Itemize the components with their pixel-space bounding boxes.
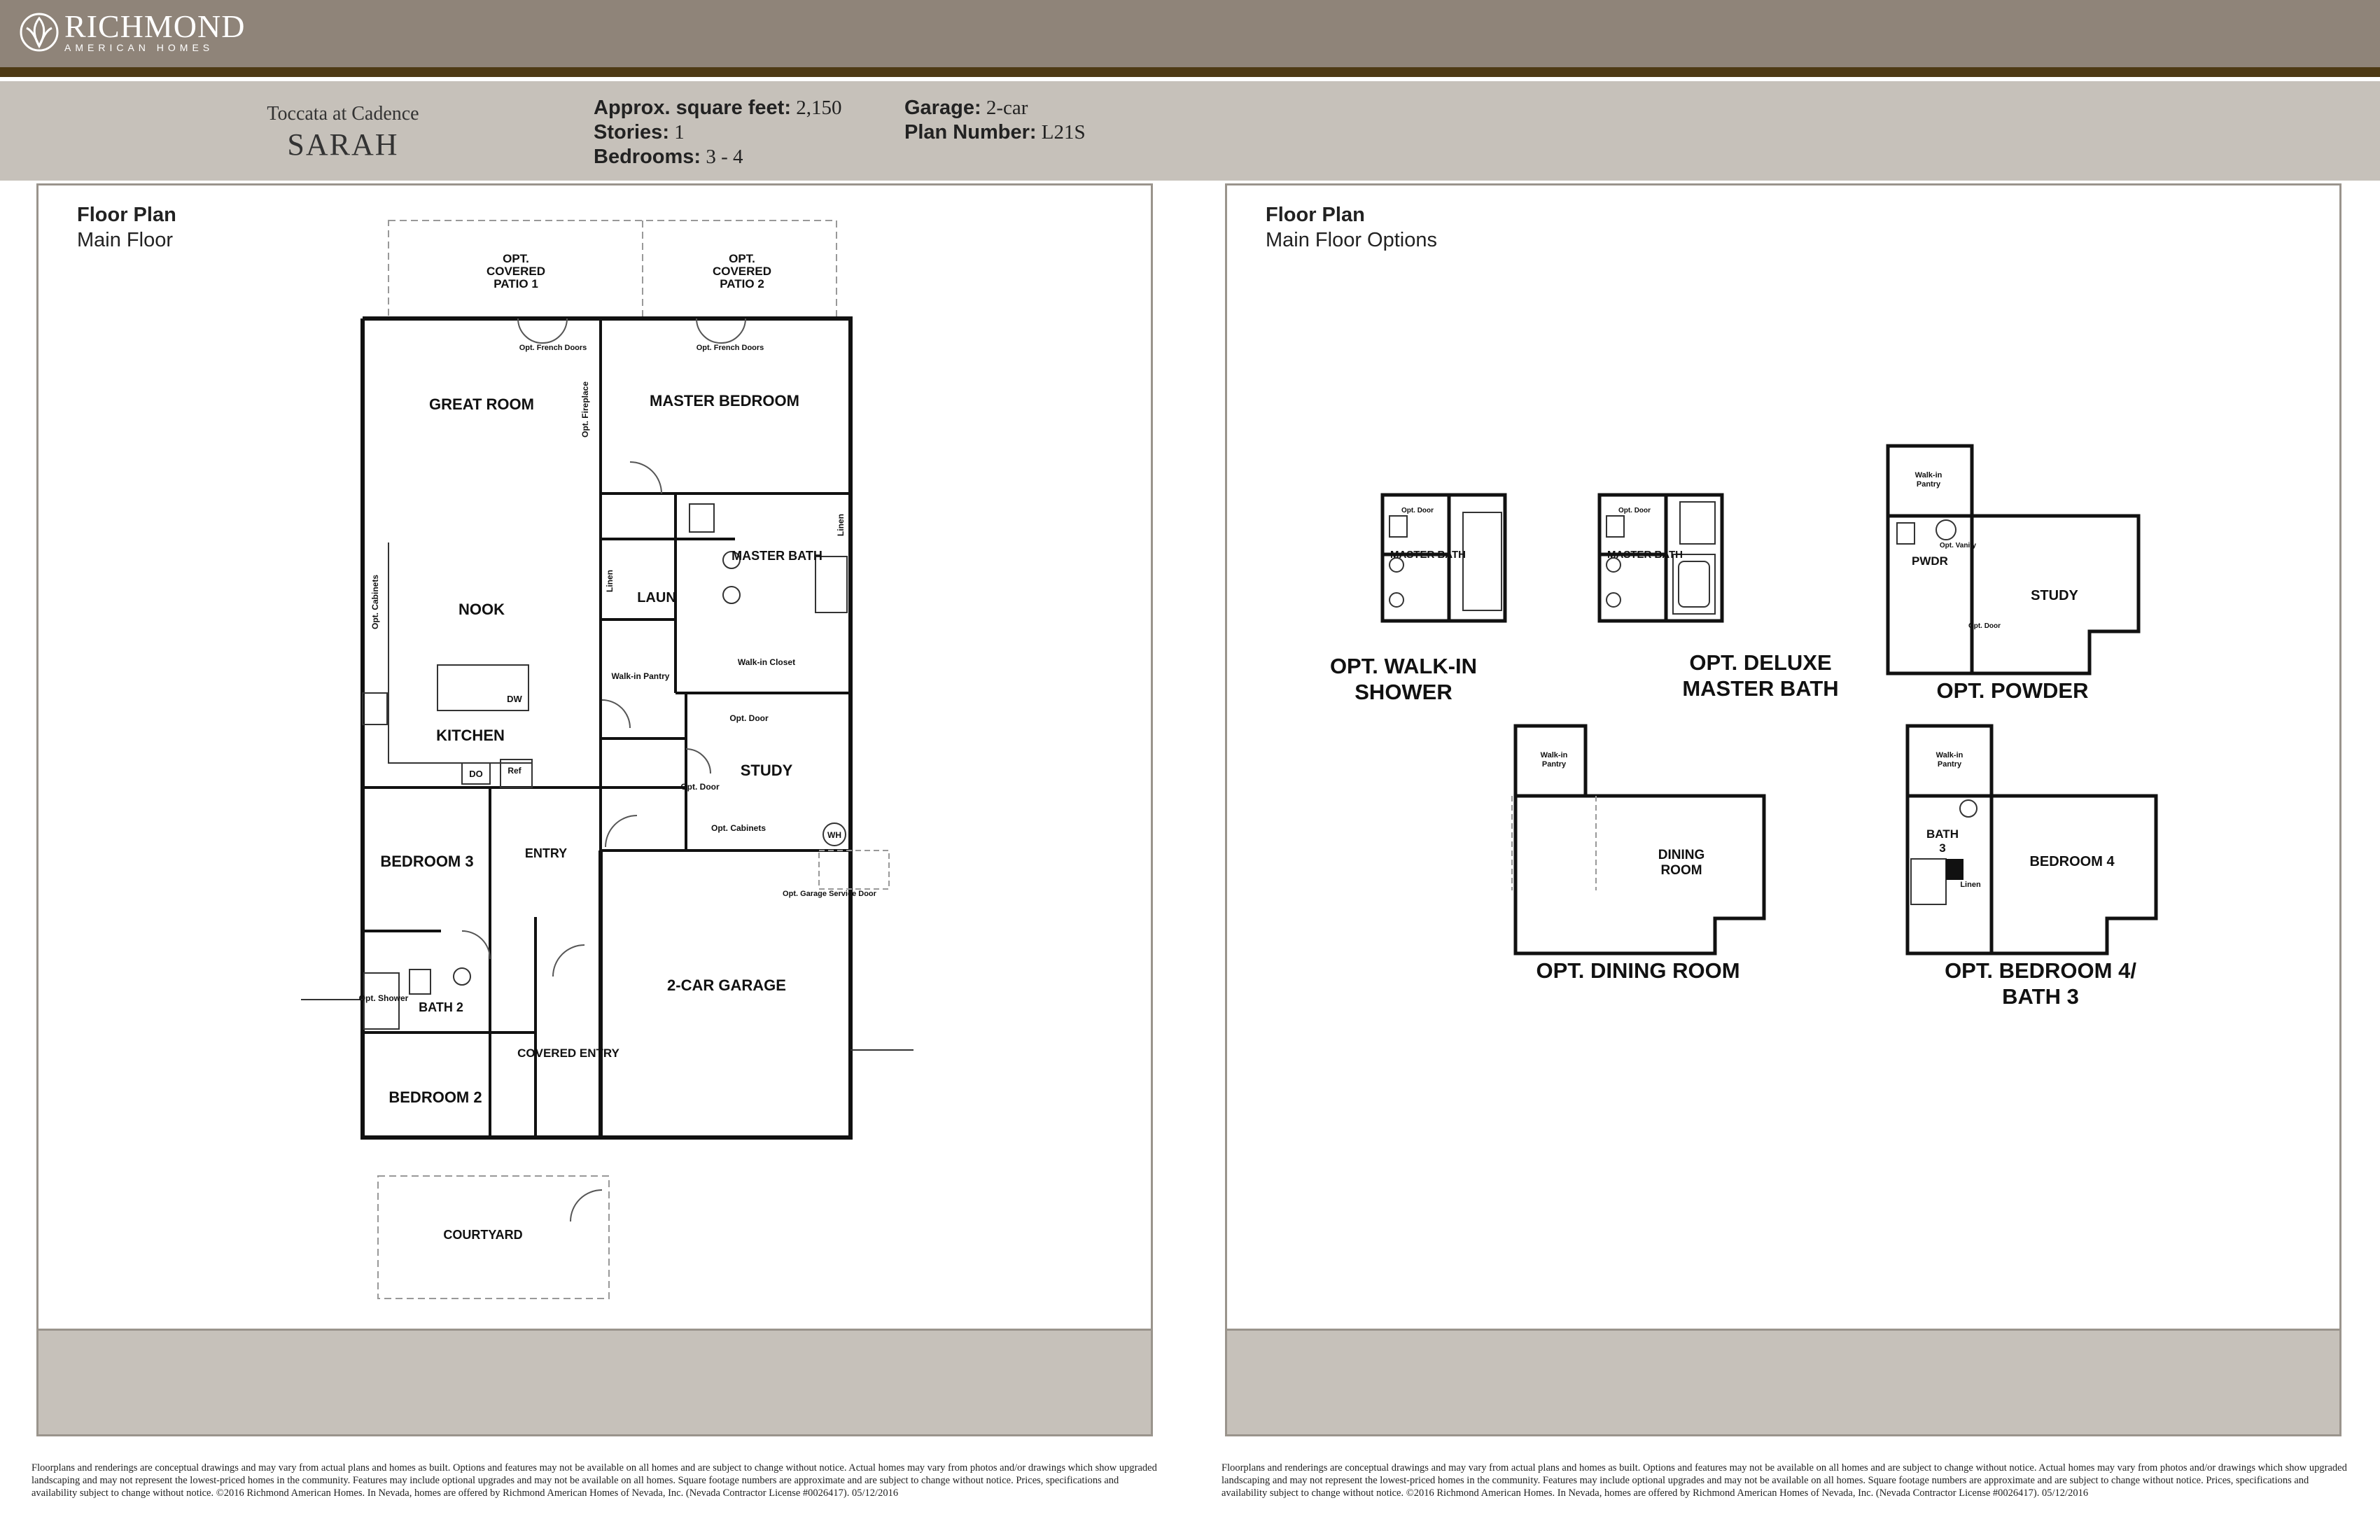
label-opt-door-study: Opt. Door: [680, 782, 720, 792]
label-linen-bath: Linen: [836, 514, 846, 536]
label-study: STUDY: [740, 762, 793, 779]
community-name: Toccata at Cadence: [267, 103, 419, 125]
label-kitchen: KITCHEN: [436, 727, 505, 744]
label-walkin-pantry: Walk-in Pantry: [611, 671, 670, 681]
panel-title: Floor Plan: [1266, 204, 1365, 226]
option4-caption: OPT. DINING ROOM: [1536, 958, 1740, 983]
option-powder: [1888, 446, 2138, 703]
plan-name: SARAH: [287, 127, 399, 162]
label-wh: WH: [827, 830, 841, 840]
option5-caption: OPT. BEDROOM 4/ BATH 3: [1945, 958, 2136, 1009]
label-bedroom3: BEDROOM 3: [380, 853, 474, 870]
disclaimer-left: Floorplans and renderings are conceptual drawings and may vary from actual plans and homes as built. Options and features may not be available on all homes and are subject to change without notice. Actual homes may vary from photos and/or drawings which show upgraded landscaping and may not represent the lowest-priced homes in the community. Features may include optional upgrades and may not be available on all homes. Square footage numbers are approximate and are subject to change without notice. Prices, specifications and availability subject to change without notice. ©2016 Richmond American Homes. In Nevada, homes are offered by Richmond American Homes of Nevada, Inc. (Nevada Contractor License #0026417). 05/12/2016: [31, 1462, 1157, 1499]
label-entry: ENTRY: [524, 846, 568, 860]
label-opt-shower: Opt. Shower: [358, 993, 409, 1003]
spec-sqft: Approx. square feet: 2,150: [594, 97, 842, 119]
label-bedroom2: BEDROOM 2: [388, 1088, 482, 1106]
kitchen-counters: [363, 542, 532, 788]
label-patio1: OPT. COVERED PATIO 1: [486, 252, 546, 290]
option4-room: DINING ROOM: [1658, 848, 1705, 878]
panel-subtitle: Main Floor: [77, 229, 173, 251]
label-dw: DW: [507, 694, 522, 704]
option5-linen: Linen: [1960, 881, 1981, 889]
service-door-outline: [819, 850, 889, 889]
label-patio2: OPT. COVERED PATIO 2: [712, 252, 772, 290]
spec-stories: Stories: 1: [594, 121, 685, 144]
door-swings: [462, 318, 746, 1222]
option3-door: Opt. Door: [1968, 622, 2001, 630]
main-floor-options: [1225, 183, 2342, 1331]
option2-door: Opt. Door: [1618, 507, 1651, 514]
spec-garage: Garage: 2-car: [904, 97, 1028, 119]
label-linen-laundry: Linen: [605, 570, 615, 592]
main-floor-plan: [0, 0, 1190, 1330]
label-master-bath: MASTER BATH: [732, 549, 822, 563]
option3-room2: STUDY: [2031, 588, 2078, 603]
label-great-room: GREAT ROOM: [429, 396, 534, 413]
label-covered-entry: COVERED ENTRY: [517, 1046, 620, 1060]
option5-room1: BATH 3: [1926, 827, 1959, 855]
panel-title: Floor Plan: [77, 204, 176, 226]
option-dining-room: [1512, 726, 1764, 983]
label-opt-cabinets-study: Opt. Cabinets: [710, 823, 766, 833]
option2-caption: OPT. DELUXE MASTER BATH: [1682, 650, 1839, 701]
label-opt-door-bath: Opt. Door: [729, 713, 769, 723]
label-french-doors-1: Opt. French Doors: [519, 344, 587, 352]
option1-room: MASTER BATH: [1390, 549, 1466, 561]
label-master-bedroom: MASTER BEDROOM: [650, 392, 799, 410]
option3-caption: OPT. POWDER: [1936, 678, 2089, 703]
option-deluxe-master-bath: [1600, 495, 1839, 701]
option5-pantry: Walk-in Pantry: [1935, 751, 1963, 769]
brand-tagline: AMERICAN HOMES: [64, 42, 214, 53]
option1-door: Opt. Door: [1401, 507, 1434, 514]
label-courtyard: COURTYARD: [443, 1228, 523, 1242]
label-do: DO: [469, 769, 483, 779]
label-opt-cabinets: Opt. Cabinets: [370, 574, 380, 630]
panel-subtitle: Main Floor Options: [1266, 229, 1437, 251]
option2-room: MASTER BATH: [1606, 549, 1684, 561]
brand-name: RICHMOND: [64, 8, 246, 44]
option4-pantry: Walk-in Pantry: [1540, 751, 1568, 769]
panel-footer: [38, 1329, 1151, 1434]
option-walkin-shower: [1330, 495, 1505, 704]
label-garage: 2-CAR GARAGE: [667, 976, 786, 994]
label-ref: Ref: [507, 766, 522, 776]
label-french-doors-2: Opt. French Doors: [696, 344, 764, 352]
label-walkin-closet: Walk-in Closet: [737, 657, 796, 667]
panel-footer: [1227, 1329, 2339, 1434]
option1-caption: OPT. WALK-IN SHOWER: [1329, 654, 1478, 704]
spec-bedrooms: Bedrooms: 3 - 4: [594, 146, 743, 168]
label-nook: NOOK: [458, 601, 505, 618]
label-laundry: LAUN: [637, 590, 676, 606]
option3-room1: PWDR: [1912, 554, 1948, 568]
option5-room2: BEDROOM 4: [2029, 854, 2115, 869]
spec-plan-number: Plan Number: L21S: [904, 121, 1086, 144]
label-garage-service-door: Opt. Garage Service Door: [783, 890, 876, 898]
option3-pantry: Walk-in Pantry: [1914, 471, 1942, 489]
disclaimer-right: Floorplans and renderings are conceptual drawings and may vary from actual plans and homes as built. Options and features may not be available on all homes and are subject to change without notice. Actual homes may vary from photos and/or drawings which show upgraded landscaping and may not represent the lowest-priced homes in the community. Features may include optional upgrades and may not be available on all homes. Square footage numbers are approximate and are subject to change without notice. Prices, specifications and availability subject to change without notice. ©2016 Richmond American Homes. In Nevada, homes are offered by Richmond American Homes of Nevada, Inc. (Nevada Contractor License #0026417). 05/12/2016: [1222, 1462, 2347, 1499]
option-bedroom4-bath3: [1907, 726, 2156, 1009]
label-fireplace: Opt. Fireplace: [580, 381, 590, 438]
option3-vanity: Opt. Vanity: [1939, 542, 1977, 550]
option5-wall-fill: [1946, 859, 1963, 880]
label-bath2: BATH 2: [419, 1000, 463, 1014]
